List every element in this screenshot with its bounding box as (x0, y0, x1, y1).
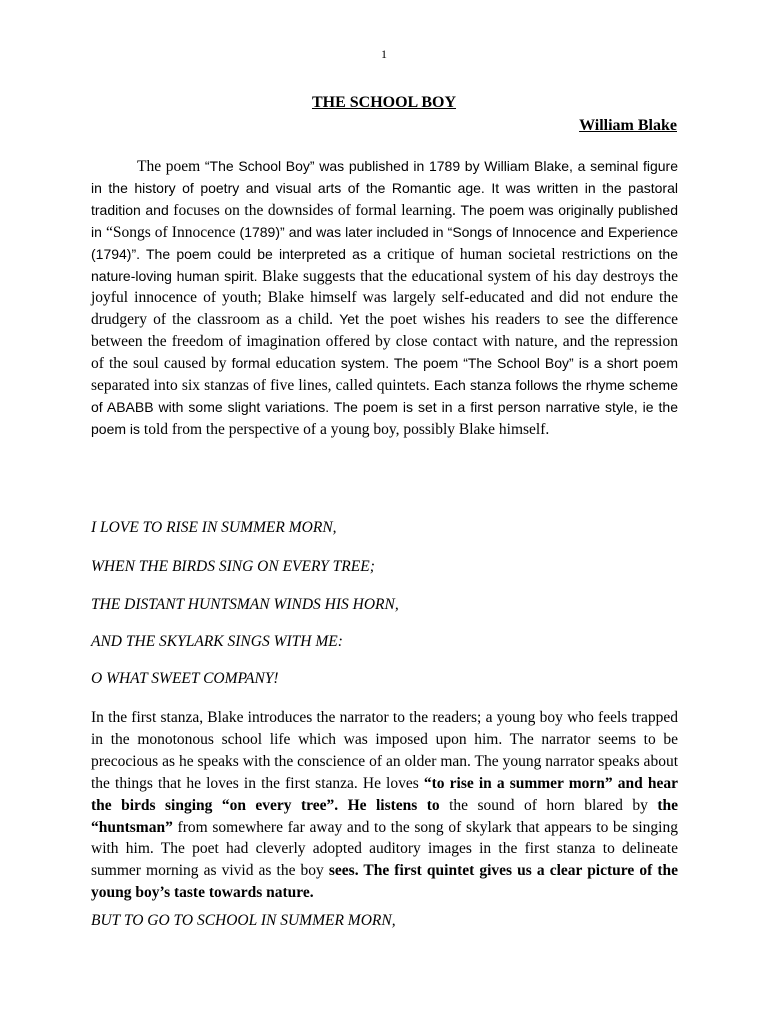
text-run: Yet (339, 311, 359, 328)
intro-paragraph (91, 156, 678, 441)
text-run: sees. The first quintet gives us a clear picture of the young boy’s taste towards nature. (91, 862, 678, 902)
stanza-line: AND THE SKYLARK SINGS WITH ME: (91, 633, 343, 650)
text-run: Each stanza follows the rhyme scheme of ABABB with some slight variations. The poem is set in a first person narrative style, ie the poem is (91, 377, 678, 437)
text-run: education (270, 355, 341, 373)
text-run: critique of human societal restrictions on (380, 245, 659, 263)
stanza-line: THE DISTANT HUNTSMAN WINDS HIS HORN, (91, 596, 399, 613)
page-title: THE SCHOOL BOY (311, 94, 457, 111)
text-run: focuses on the downsides of formal learning. (168, 201, 461, 219)
text-run: formal (231, 355, 271, 372)
author-name: William Blake (579, 117, 677, 134)
text-run: the poet wishes his readers to see the difference between the freedom of imagination offered by close contact with nature, and the repression of the soul caused by (91, 311, 678, 373)
text-run: “The School Boy” was published in 1789 by William Blake, a seminal figure in the history of poetry and visual arts of the Romantic age. (91, 158, 678, 196)
page-number: 1 (381, 47, 387, 61)
text-run: The poem was originally published in (91, 201, 678, 240)
stanza-line: I LOVE TO RISE IN SUMMER MORN, (91, 519, 337, 536)
text-run: (1789)” and was later included in “Songs of Innocence and Experience (1794)”. The poem could be interpreted as a (91, 223, 678, 262)
text-run: system. The poem “The School Boy” is a short poem (340, 355, 678, 372)
stanza-line: WHEN THE BIRDS SING ON EVERY TREE; (91, 558, 375, 575)
text-run: separated into six stanzas of five lines, called quintets. (91, 377, 434, 395)
text-run: Blake suggests that the educational system of his day destroys the joyful innocence of youth; Blake himself was largely self-educated and did not endure the drudgery of the classroom as a child. (91, 267, 678, 329)
text-run: from somewhere far away and to the song of skylark that appears to be singing with him. The poet had cleverly adopted auditory images in the first stanza to delineate summer morning as vivid as the boy (91, 818, 678, 880)
text-run: told from the perspective of a young boy, possibly Blake himself. (140, 420, 550, 438)
text-run: “Songs of Innocence (101, 223, 240, 241)
text-run: “to rise in a summer morn” and hear the birds singing “on every tree”. He listens to (91, 774, 678, 814)
text-run: The poem (137, 158, 205, 175)
text-run: the “huntsman” (91, 796, 678, 836)
analysis-paragraph (91, 707, 678, 904)
text-run: It was written in the pastoral tradition and (91, 179, 678, 218)
stanza-line: BUT TO GO TO SCHOOL IN SUMMER MORN, (91, 912, 396, 929)
text-run: In the first stanza, Blake introduces the narrator to the readers; a young boy who feels trapped in the monotonous school life which was imposed upon him. The narrator seems to be precocious as he speaks with the conscience of an older man. The young narrator speaks about the things that he loves in the first stanza. He loves (91, 709, 678, 792)
stanza-line: O WHAT SWEET COMPANY! (91, 670, 279, 687)
text-run: the sound of horn blared by (439, 796, 658, 814)
text-run: the nature-loving human spirit. (91, 245, 678, 284)
